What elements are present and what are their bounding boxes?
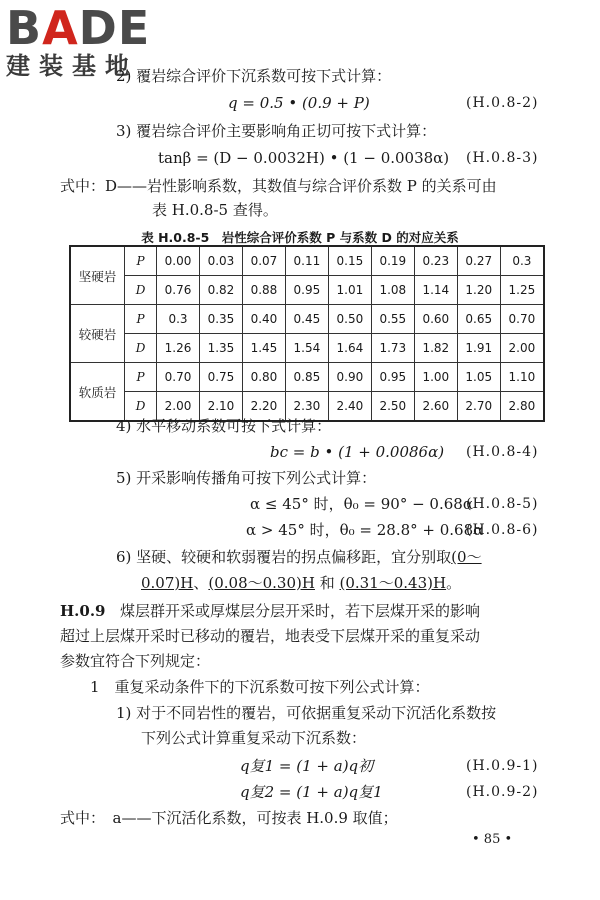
equation-h086: α > 45° 时，θ₀ = 28.8° + 0.68α bbox=[246, 521, 484, 539]
table-cell: 2.60 bbox=[414, 392, 457, 422]
table-cell: 0.11 bbox=[285, 246, 328, 276]
table-cell: 1.54 bbox=[285, 334, 328, 363]
table-cell: 2.50 bbox=[371, 392, 414, 422]
table-cell: 1.25 bbox=[500, 276, 544, 305]
table-cell: 0.15 bbox=[328, 246, 371, 276]
table-cell: 0.3 bbox=[500, 246, 544, 276]
table-cell: 2.00 bbox=[500, 334, 544, 363]
table-cell: 0.60 bbox=[414, 305, 457, 334]
table-cell: 1.10 bbox=[500, 363, 544, 392]
equation-h084: bc = b • (1 + 0.0086α) bbox=[270, 443, 445, 461]
rock-type-cell: 坚硬岩 bbox=[70, 246, 125, 305]
table-cell: 0.88 bbox=[242, 276, 285, 305]
row-label-cell: D bbox=[125, 276, 157, 305]
table-cell: 0.50 bbox=[328, 305, 371, 334]
rock-type-cell: 较硬岩 bbox=[70, 305, 125, 363]
table-cell: 2.20 bbox=[242, 392, 285, 422]
table-cell: 0.23 bbox=[414, 246, 457, 276]
equation-number: (H.0.8-6) bbox=[466, 522, 539, 538]
equation-h083: tanβ = (D − 0.0032H) • (1 − 0.0038α) bbox=[158, 149, 450, 167]
item-1: 1 重复采动条件下的下沉系数可按下列公式计算： bbox=[90, 678, 430, 696]
table-cell: 2.10 bbox=[199, 392, 242, 422]
table-cell: 0.75 bbox=[199, 363, 242, 392]
table-cell: 0.85 bbox=[285, 363, 328, 392]
row-label-cell: P bbox=[125, 305, 157, 334]
table-cell: 1.14 bbox=[414, 276, 457, 305]
table-cell: 0.07 bbox=[242, 246, 285, 276]
inflection-offset-line1: 6) 坚硬、较硬和软弱覆岩的拐点偏移距，宜分别取(0～ bbox=[116, 548, 482, 566]
table-cell: 2.00 bbox=[157, 392, 200, 422]
table-cell: 0.95 bbox=[371, 363, 414, 392]
formula-intro-4: 4) 水平移动系数可按下式计算： bbox=[116, 417, 332, 435]
equation-number: (H.0.9-1) bbox=[466, 758, 539, 774]
equation-h091: q复1 = (1 + a)q初 bbox=[240, 757, 374, 775]
table-cell: 1.26 bbox=[157, 334, 200, 363]
table-cell: 1.82 bbox=[414, 334, 457, 363]
equation-h085: α ≤ 45° 时，θ₀ = 90° − 0.68α bbox=[250, 495, 473, 513]
table-cell: 1.08 bbox=[371, 276, 414, 305]
table-cell: 2.30 bbox=[285, 392, 328, 422]
table-cell: 1.35 bbox=[199, 334, 242, 363]
equation-number: (H.0.8-4) bbox=[466, 444, 539, 460]
table-cell: 1.64 bbox=[328, 334, 371, 363]
table-cell: 1.73 bbox=[371, 334, 414, 363]
table-cell: 0.70 bbox=[500, 305, 544, 334]
table-cell: 2.80 bbox=[500, 392, 544, 422]
table-cell: 1.91 bbox=[457, 334, 500, 363]
item-1-1-cont: 下列公式计算重复采动下沉系数： bbox=[141, 729, 367, 747]
logo-chinese: 建装基地 bbox=[6, 52, 138, 80]
table-cell: 1.00 bbox=[414, 363, 457, 392]
rock-coefficient-table bbox=[69, 245, 545, 422]
table-cell: 0.76 bbox=[157, 276, 200, 305]
page-number: • 85 • bbox=[472, 832, 513, 847]
table-cell: 0.27 bbox=[457, 246, 500, 276]
item-1-1: 1) 对于不同岩性的覆岩，可依据重复采动下沉活化系数按 bbox=[116, 704, 497, 722]
equation-h082: q = 0.5 • (0.9 + P) bbox=[228, 94, 370, 112]
rock-type-cell: 软质岩 bbox=[70, 363, 125, 422]
table-row bbox=[70, 246, 544, 276]
section-h09-text-cont2: 参数宜符合下列规定： bbox=[60, 652, 211, 670]
table-cell: 0.90 bbox=[328, 363, 371, 392]
table-cell: 0.00 bbox=[157, 246, 200, 276]
section-h09-text: 煤层群开采或厚煤层分层开采时，若下层煤开采的影响 bbox=[120, 602, 481, 620]
equation-h092: q复2 = (1 + a)q复1 bbox=[240, 783, 383, 801]
table-cell: 0.3 bbox=[157, 305, 200, 334]
table-row bbox=[70, 363, 544, 392]
table-cell: 2.70 bbox=[457, 392, 500, 422]
table-cell: 0.65 bbox=[457, 305, 500, 334]
table-cell: 0.40 bbox=[242, 305, 285, 334]
table-cell: 0.95 bbox=[285, 276, 328, 305]
table-row bbox=[70, 276, 544, 305]
row-label-cell: D bbox=[125, 392, 157, 422]
definition-a: 式中： a——下沉活化系数，可按表 H.0.9 取值； bbox=[60, 809, 398, 827]
table-cell: 1.20 bbox=[457, 276, 500, 305]
inflection-offset-line2: 0.07)H、(0.08～0.30)H 和 (0.31～0.43)H。 bbox=[141, 574, 462, 592]
table-cell: 0.45 bbox=[285, 305, 328, 334]
section-h09-text-cont: 超过上层煤开采时已移动的覆岩，地表受下层煤开采的重复采动 bbox=[60, 627, 481, 645]
table-cell: 0.35 bbox=[199, 305, 242, 334]
row-label-cell: P bbox=[125, 363, 157, 392]
logo-text: BADE bbox=[6, 1, 151, 55]
definition-d-cont: 表 H.0.8-5 查得。 bbox=[152, 201, 278, 219]
row-label-cell: D bbox=[125, 334, 157, 363]
equation-number: (H.0.8-2) bbox=[466, 95, 539, 111]
row-label-cell: P bbox=[125, 246, 157, 276]
table-cell: 0.80 bbox=[242, 363, 285, 392]
table-cell: 1.01 bbox=[328, 276, 371, 305]
equation-number: (H.0.8-5) bbox=[466, 496, 539, 512]
definition-d: 式中：D——岩性影响系数，其数值与综合评价系数 P 的关系可由 bbox=[60, 177, 497, 195]
table-cell: 2.40 bbox=[328, 392, 371, 422]
formula-intro-2: 2) 覆岩综合评价下沉系数可按下式计算： bbox=[116, 67, 392, 85]
formula-intro-5: 5) 开采影响传播角可按下列公式计算： bbox=[116, 469, 377, 487]
table-cell: 0.70 bbox=[157, 363, 200, 392]
table-cell: 1.45 bbox=[242, 334, 285, 363]
table-row bbox=[70, 334, 544, 363]
table-cell: 0.82 bbox=[199, 276, 242, 305]
formula-intro-3: 3) 覆岩综合评价主要影响角正切可按下式计算： bbox=[116, 122, 437, 140]
equation-number: (H.0.9-2) bbox=[466, 784, 539, 800]
table-cell: 1.05 bbox=[457, 363, 500, 392]
table-caption: 表 H.0.8-5 岩性综合评价系数 P 与系数 D 的对应关系 bbox=[141, 230, 459, 245]
table-cell: 0.19 bbox=[371, 246, 414, 276]
table-cell: 0.55 bbox=[371, 305, 414, 334]
section-number-h09: H.0.9 bbox=[60, 602, 106, 620]
equation-number: (H.0.8-3) bbox=[466, 150, 539, 166]
table-cell: 0.03 bbox=[199, 246, 242, 276]
table-row bbox=[70, 305, 544, 334]
